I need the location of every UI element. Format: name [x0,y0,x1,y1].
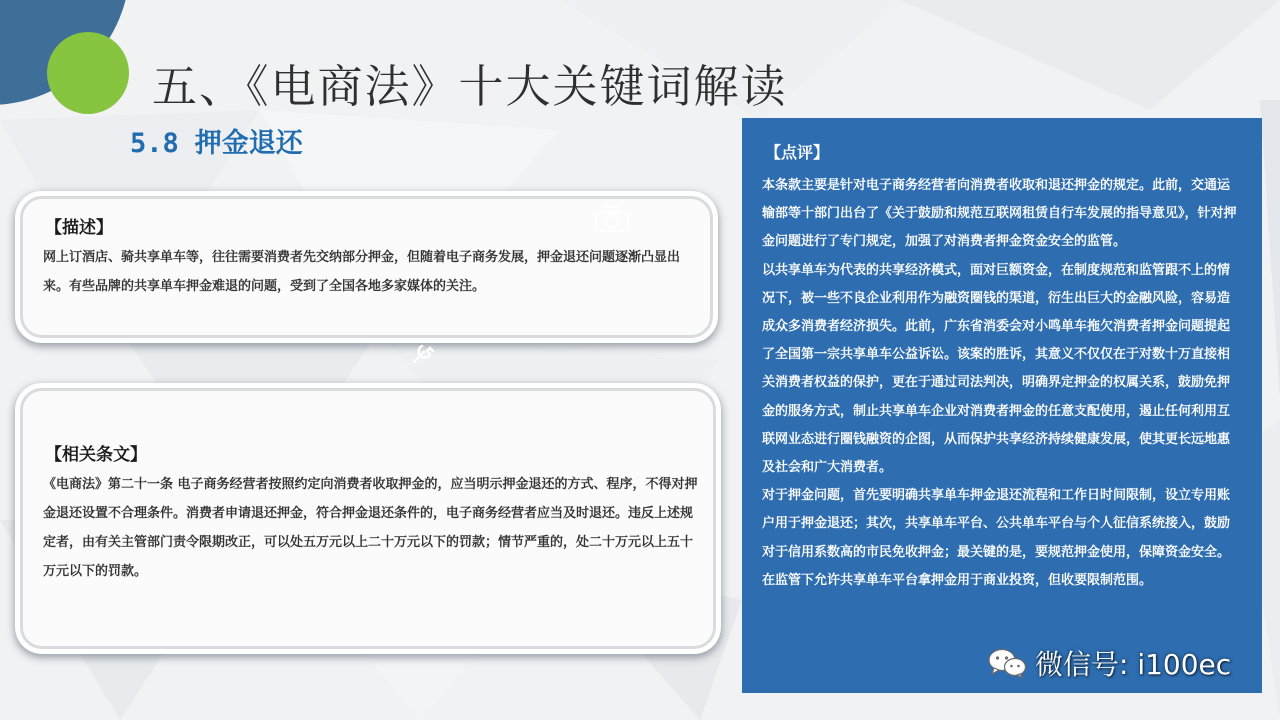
review-paragraph: 本条款主要是针对电子商务经营者向消费者收取和退还押金的规定。此前，交通运输部等十部门出台了《关于鼓励和规范互联网租赁自行车发展的指导意见》，针对押金问题进行了专门规定，加强了对消费者押金资金安全的监管。 [762,178,1237,250]
description-text: 网上订酒店、骑共享单车等，往往需要消费者先交纳部分押金，但随着电子商务发展，押金退还问题逐渐凸显出来。有些品牌的共享单车押金难退的问题，受到了全国各地多家媒体的关注。 [43,250,681,294]
section-label: 押金退还 [194,128,303,159]
section-number: 5.8 [130,128,179,159]
decorative-circle-green [47,32,129,114]
watermark-text: 微信号: i100ec [1035,648,1232,681]
related-law-card [20,388,716,649]
description-heading: 【描述】 [45,218,113,238]
review-text [762,172,1240,595]
wrench-icon [408,338,438,368]
related-law-heading: 【相关条文】 [45,445,147,465]
watermark [987,643,1231,683]
review-paragraph: 以共享单车为代表的共享经济模式，面对巨额资金，在制度规范和监管跟不上的情况下，被一些不良企业利用作为融资圈钱的渠道，衍生出巨大的金融风险，容易造成众多消费者经济损失。此前，广东省消委会对小鸣单车拖欠消费者押金问题提起了全国第一宗共享单车公益诉讼。该案的胜诉，其意义不仅仅在于对数十万直接相关消费者权益的保护，更在于通过司法判决，明确界定押金的权属关系，鼓励免押金的服务方式，制止共享单车企业对消费者押金的任意支配使用，遏止任何利用互联网业态进行圈钱融资的企图，从而保护共享经济持续健康发展，使其更长远地惠及社会和广大消费者。 [762,262,1231,476]
related-law-text: 《电商法》第二十一条 电子商务经营者按照约定向消费者收取押金的，应当明示押金退还的方式、程序，不得对押金退还设置不合理条件。消费者申请退还押金，符合押金退还条件的，电子商务经营者应当及时退还。违反上述规定者，由有关主管部门责令限期改正，可以处五万元以上二十万元以下的罚款；情节严重的，处二十万元以上五十万元以下的罚款。 [43,477,698,579]
camera-icon [594,205,630,233]
page-title: 五、《电商法》十大关键词解读 [152,60,788,113]
review-paragraph: 对于押金问题，首先要明确共享单车押金退还流程和工作日时间限制，设立专用账户用于押金退还；其次，共享单车平台、公共单车平台与个人征信系统接入，鼓励对于信用系数高的市民免收押金；最关键的是，要规范押金使用，保障资金安全。在监管下允许共享单车平台拿押金用于商业投资，但收要限制范围。 [762,488,1231,588]
review-heading: 【点评】 [765,143,830,162]
wechat-icon [987,647,1027,679]
section-title [130,121,303,160]
